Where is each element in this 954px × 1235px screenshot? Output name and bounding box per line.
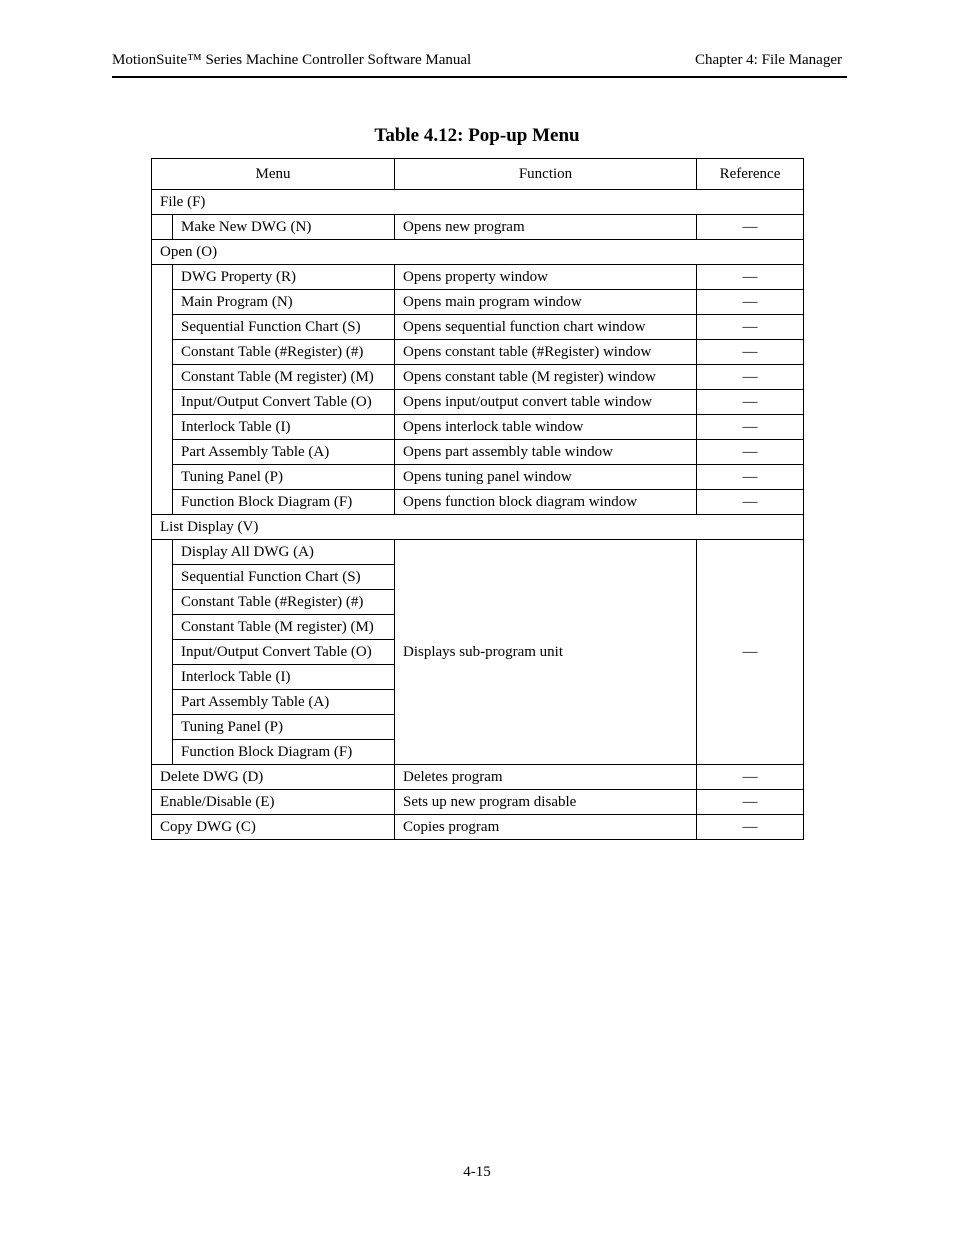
function-cell: Opens sequential function chart window — [395, 315, 697, 340]
table-body — [152, 190, 804, 840]
table-row — [152, 490, 804, 515]
menu-item: Part Assembly Table (A) — [173, 690, 395, 715]
table-title: Table 4.12: Pop-up Menu — [374, 125, 580, 146]
indent-cell — [152, 540, 173, 765]
group-row — [152, 240, 804, 265]
menu-item: Constant Table (#Register) (#) — [173, 590, 395, 615]
table-row — [152, 340, 804, 365]
table-row — [152, 365, 804, 390]
menu-item: Sequential Function Chart (S) — [173, 315, 395, 340]
menu-item: DWG Property (R) — [173, 265, 395, 290]
column-header-reference: Reference — [697, 159, 804, 190]
function-cell: Copies program — [395, 815, 697, 840]
table-row — [152, 790, 804, 815]
menu-item: Function Block Diagram (F) — [173, 740, 395, 765]
reference-cell: — — [697, 340, 804, 365]
menu-item: Make New DWG (N) — [173, 215, 395, 240]
function-cell: Opens constant table (#Register) window — [395, 340, 697, 365]
menu-item: Interlock Table (I) — [173, 415, 395, 440]
reference-cell: — — [697, 265, 804, 290]
function-cell: Opens part assembly table window — [395, 440, 697, 465]
header-row — [152, 159, 804, 190]
group-label: File (F) — [152, 190, 804, 215]
table-row — [152, 465, 804, 490]
function-cell: Opens input/output convert table window — [395, 390, 697, 415]
menu-item: Function Block Diagram (F) — [173, 490, 395, 515]
menu-item: Display All DWG (A) — [173, 540, 395, 565]
group-row — [152, 190, 804, 215]
function-cell: Opens tuning panel window — [395, 465, 697, 490]
table-row — [152, 440, 804, 465]
reference-cell: — — [697, 790, 804, 815]
reference-cell: — — [697, 415, 804, 440]
chapter-title: Chapter 4: File Manager — [694, 52, 842, 68]
reference-cell: — — [697, 540, 804, 765]
menu-item: Constant Table (#Register) (#) — [173, 340, 395, 365]
group-label: List Display (V) — [152, 515, 804, 540]
menu-item: Interlock Table (I) — [173, 665, 395, 690]
function-cell: Displays sub-program unit — [395, 540, 697, 765]
menu-item: Input/Output Convert Table (O) — [173, 640, 395, 665]
reference-cell: — — [697, 765, 804, 790]
page-number: 4-15 — [463, 1164, 491, 1180]
table-row — [152, 815, 804, 840]
reference-cell: — — [697, 365, 804, 390]
table-row — [152, 540, 804, 565]
menu-item: Input/Output Convert Table (O) — [173, 390, 395, 415]
reference-cell: — — [697, 290, 804, 315]
menu-item: Delete DWG (D) — [152, 765, 395, 790]
indent-cell — [152, 215, 173, 240]
menu-item: Main Program (N) — [173, 290, 395, 315]
menu-item: Constant Table (M register) (M) — [173, 615, 395, 640]
function-cell: Sets up new program disable — [395, 790, 697, 815]
group-label: Open (O) — [152, 240, 804, 265]
column-header-menu: Menu — [152, 159, 395, 190]
function-cell: Opens main program window — [395, 290, 697, 315]
function-cell: Deletes program — [395, 765, 697, 790]
indent-cell — [152, 265, 173, 515]
reference-cell: — — [697, 815, 804, 840]
reference-cell: — — [697, 465, 804, 490]
reference-cell: — — [697, 490, 804, 515]
table-row — [152, 765, 804, 790]
reference-cell: — — [697, 390, 804, 415]
table-row — [152, 215, 804, 240]
table-row — [152, 315, 804, 340]
menu-item: Tuning Panel (P) — [173, 465, 395, 490]
function-cell: Opens function block diagram window — [395, 490, 697, 515]
function-cell: Opens constant table (M register) window — [395, 365, 697, 390]
function-cell: Opens new program — [395, 215, 697, 240]
function-cell: Opens property window — [395, 265, 697, 290]
menu-item: Tuning Panel (P) — [173, 715, 395, 740]
reference-cell: — — [697, 315, 804, 340]
column-header-function: Function — [395, 159, 697, 190]
function-cell: Opens interlock table window — [395, 415, 697, 440]
page-header — [112, 52, 847, 78]
menu-item: Enable/Disable (E) — [152, 790, 395, 815]
table-row — [152, 390, 804, 415]
popup-menu-table — [151, 158, 804, 840]
menu-item: Copy DWG (C) — [152, 815, 395, 840]
table-row — [152, 265, 804, 290]
reference-cell: — — [697, 440, 804, 465]
menu-item: Part Assembly Table (A) — [173, 440, 395, 465]
menu-item: Constant Table (M register) (M) — [173, 365, 395, 390]
table-row — [152, 290, 804, 315]
group-row — [152, 515, 804, 540]
table-row — [152, 415, 804, 440]
manual-title: MotionSuite™ Series Machine Controller Software Manual — [112, 52, 472, 68]
menu-item: Sequential Function Chart (S) — [173, 565, 395, 590]
reference-cell: — — [697, 215, 804, 240]
